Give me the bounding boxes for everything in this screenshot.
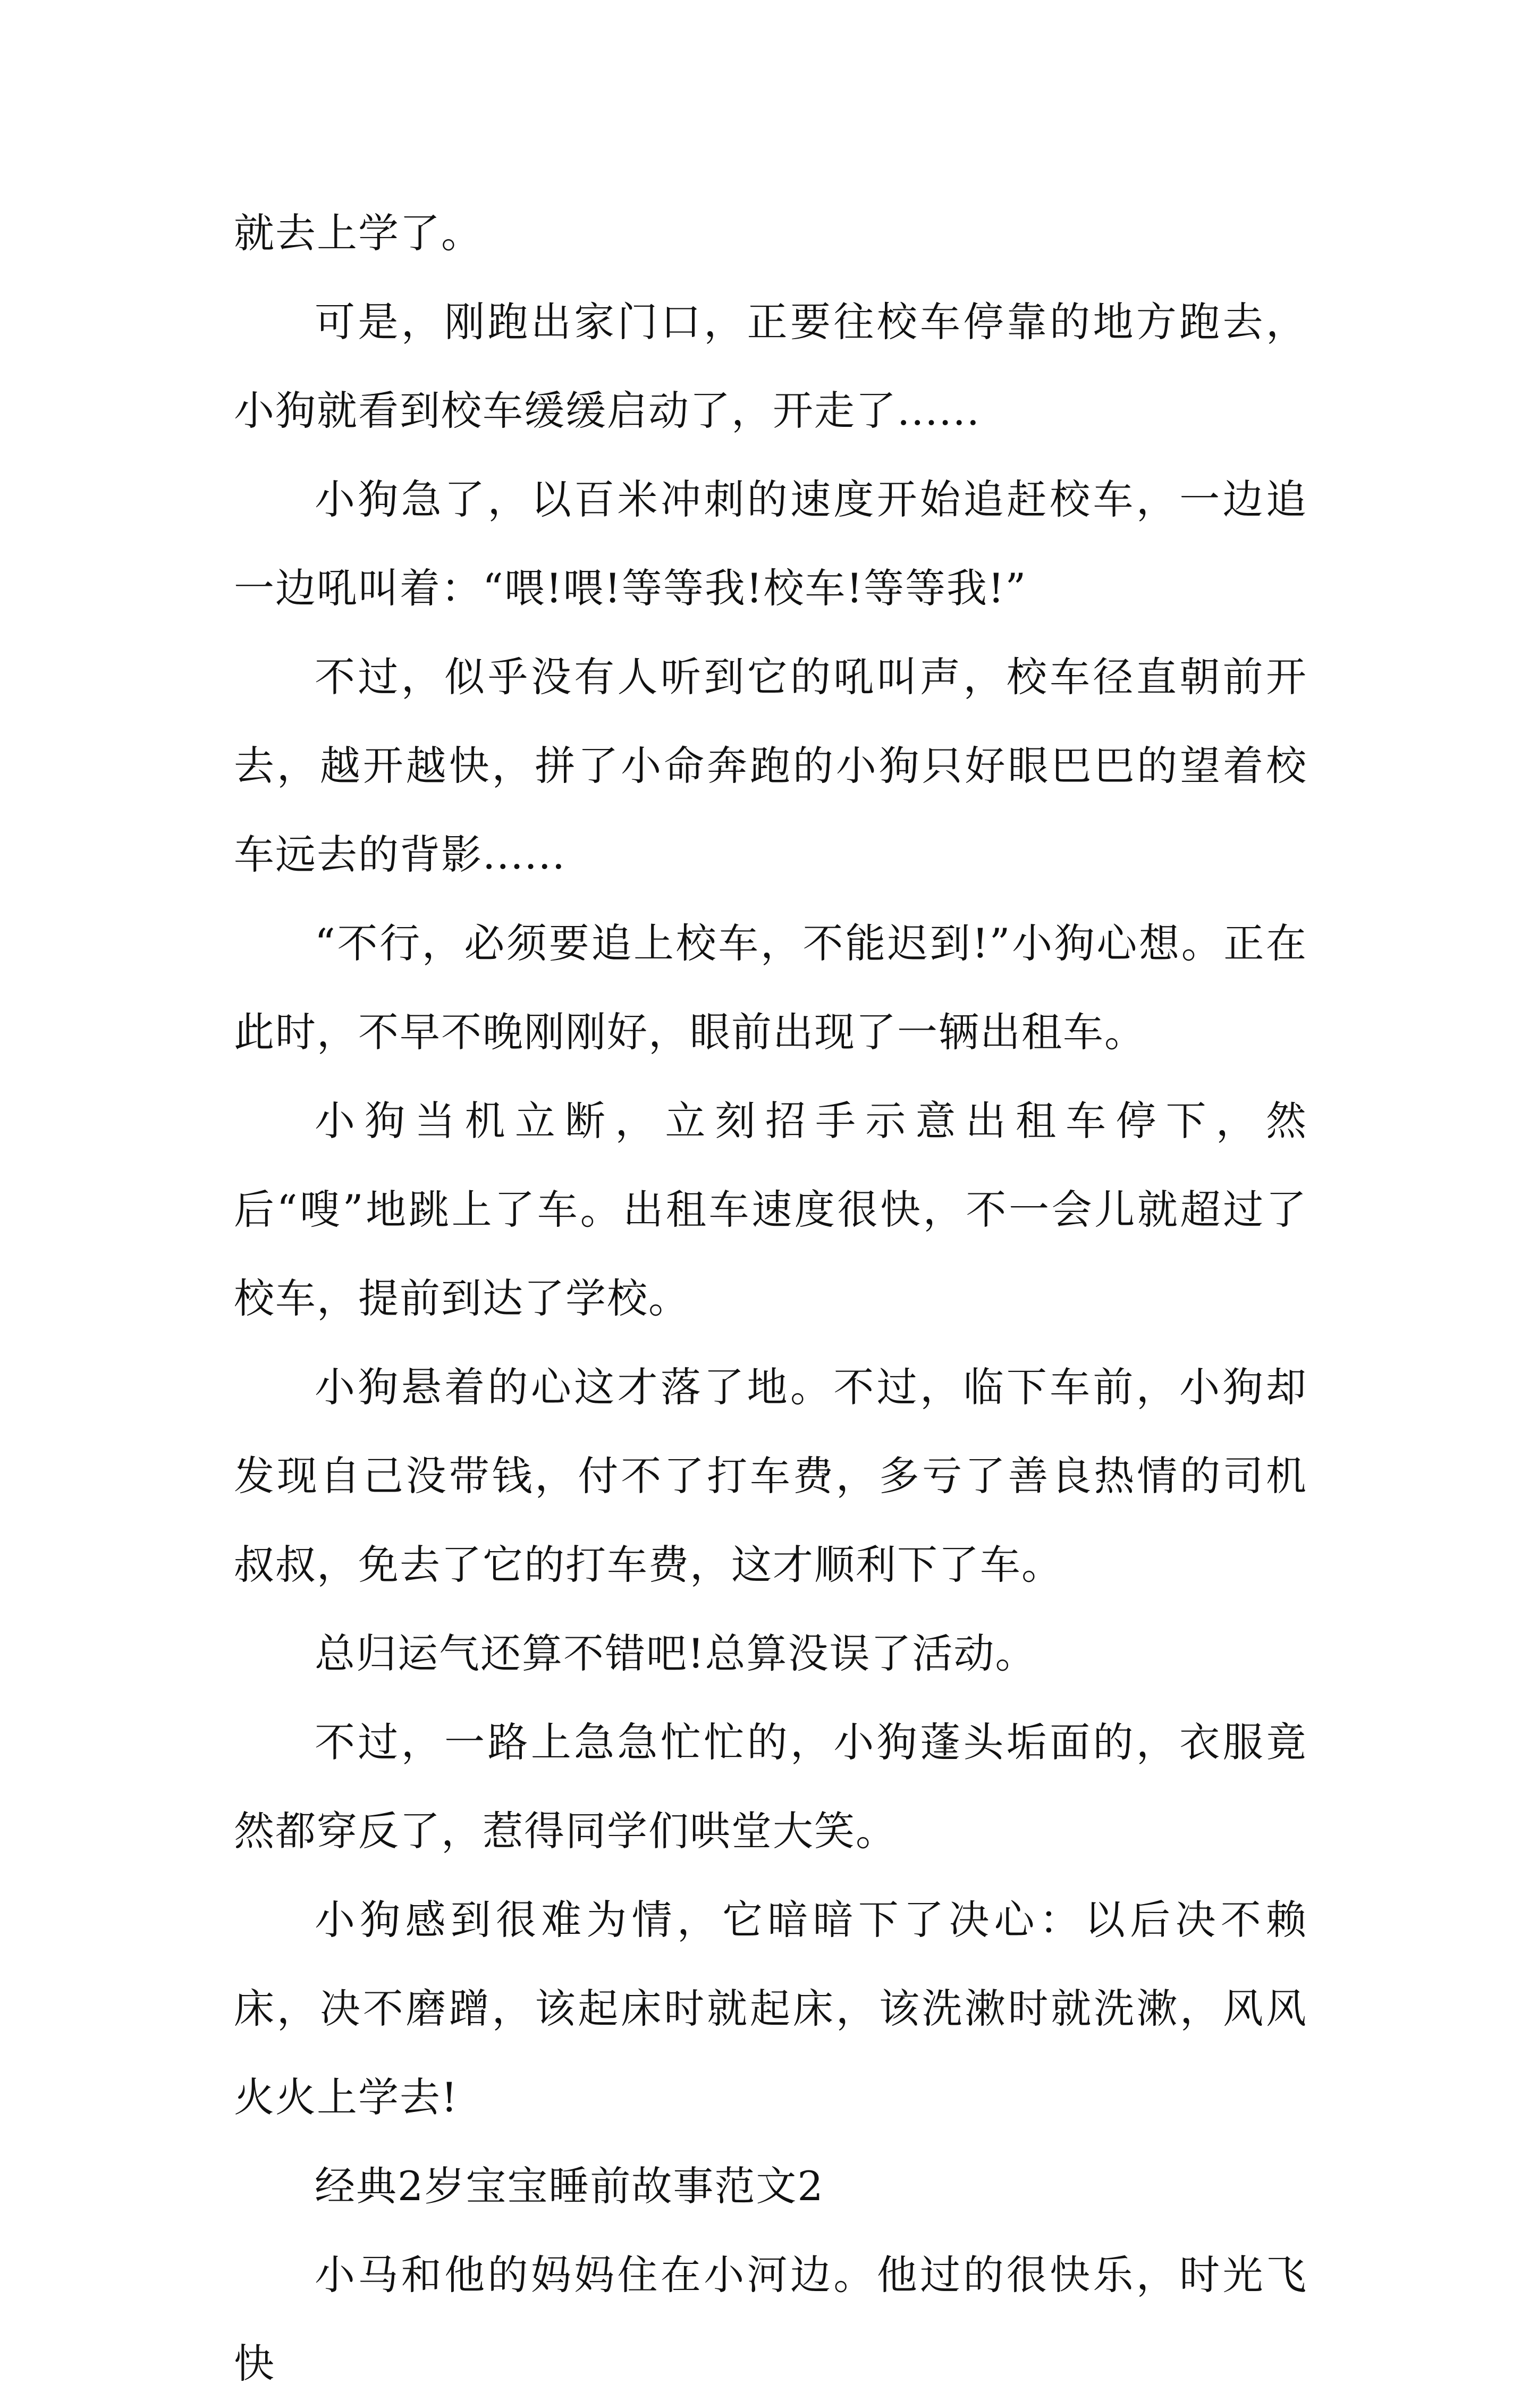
paragraph: 不过，似乎没有人听到它的吼叫声，校车径直朝前开去，越开越快，拼了小命奔跑的小狗只好眼巴巴的望着校车远去的背影...... xyxy=(234,653,1307,878)
paragraph: 小马和他的妈妈住在小河边。他过的很快乐，时光飞快 xyxy=(234,2251,1307,2387)
section-heading: 经典2岁宝宝睡前故事范文2 xyxy=(315,2162,824,2210)
paragraph-continuation: 就去上学了。 xyxy=(234,209,483,257)
paragraph: 小狗悬着的心这才落了地。不过，临下车前，小狗却发现自己没带钱，付不了打车费，多亏了善良热情的司机叔叔，免去了它的打车费，这才顺利下了车。 xyxy=(234,1363,1307,1588)
paragraph: 可是，刚跑出家门口，正要往校车停靠的地方跑去，小狗就看到校车缓缓启动了，开走了...... xyxy=(234,298,1307,434)
paragraph: 总归运气还算不错吧!总算没误了活动。 xyxy=(315,1630,1037,1677)
paragraph: “不行，必须要追上校车，不能迟到!”小狗心想。正在此时，不早不晚刚刚好，眼前出现了一辆出租车。 xyxy=(234,920,1307,1056)
paragraph: 小狗急了，以百米冲刺的速度开始追赶校车，一边追一边吼叫着：“喂!喂!等等我!校车!等等我!” xyxy=(234,476,1307,612)
paragraph: 小狗当机立断，立刻招手示意出租车停下，然后“嗖”地跳上了车。出租车速度很快，不一会儿就超过了校车，提前到达了学校。 xyxy=(234,1097,1307,1322)
paragraph: 小狗感到很难为情，它暗暗下了决心：以后决不赖床，决不磨蹭，该起床时就起床，该洗漱时就洗漱，风风火火上学去! xyxy=(234,1896,1307,2121)
story-text xyxy=(234,189,1307,2408)
paragraph: 不过，一路上急急忙忙的，小狗蓬头垢面的，衣服竟然都穿反了，惹得同学们哄堂大笑。 xyxy=(234,1719,1307,1855)
